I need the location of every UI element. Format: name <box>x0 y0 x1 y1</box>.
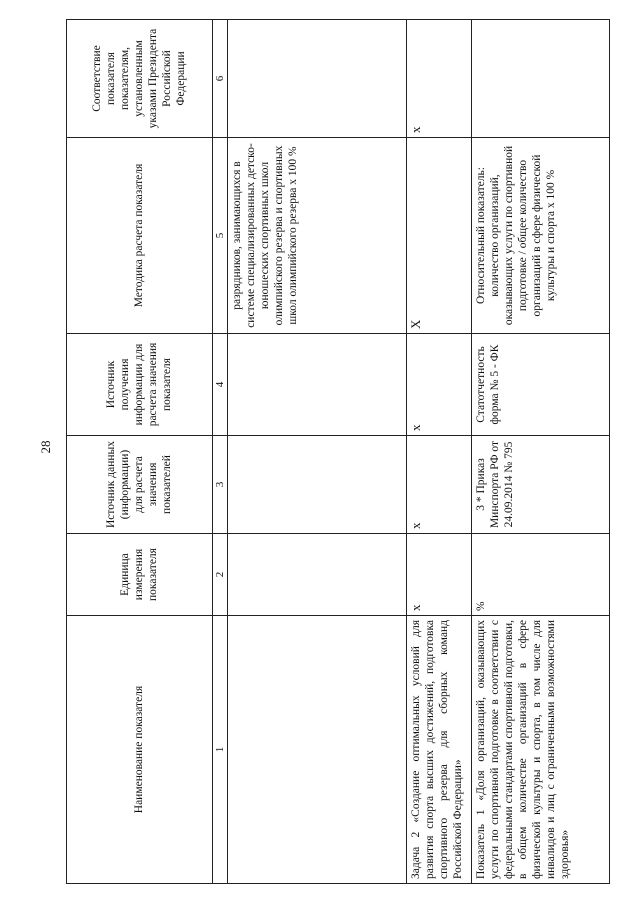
cell-empty <box>228 20 407 138</box>
table-row-indicator1 <box>472 20 610 884</box>
column-number: 3 <box>212 436 228 534</box>
column-number: 2 <box>212 534 228 616</box>
cell-task2-calc-method: Х <box>407 138 472 334</box>
cell-task2-data-source: х <box>407 436 472 534</box>
header-presidential-decree: Соответствие показателя показателям, установленным указами Президента Российской Федерации <box>67 20 213 138</box>
cell-indicator1-data-source: 3 * Приказ Минспорта РФ от 24.09.2014 № 795 <box>472 436 610 534</box>
cell-calc-method-continued: разрядников, занимающихся в системе специализированных детско-юношеских спортивных школ олимпийского резерва и спортивных школ олимпийского резерва х 100 % <box>228 138 407 334</box>
cell-task2-info-source: х <box>407 334 472 436</box>
header-info-source: Источник получения информации для расчета значения показателя <box>67 334 213 436</box>
page-number: 28 <box>38 440 53 454</box>
cell-indicator1-unit: % <box>472 534 610 616</box>
cell-indicator1-decree <box>472 20 610 138</box>
cell-indicator1-info-source: Статотчетность форма № 5 - ФК <box>472 334 610 436</box>
column-number: 1 <box>212 616 228 884</box>
cell-empty <box>228 534 407 616</box>
cell-indicator1-name: Показатель 1 «Доля организаций, оказывающих услуги по спортивной подготовке в соответствии с федеральными стандартами спортивной подготовки, в общем количестве организаций в сфере физической культуры и спорта, в том числе для инвалидов и лиц с ограниченными возможностями здоровья» <box>472 616 610 884</box>
header-calc-method: Методика расчета показателя <box>67 138 213 334</box>
cell-task2-name: Задача 2 «Создание оптимальных условий для развития спорта высших достижений, подготовка спортивного резерва для сборных команд Российской Федерации» <box>407 616 472 884</box>
table-row-task2 <box>407 20 472 884</box>
cell-empty <box>228 334 407 436</box>
column-number-row <box>212 20 228 884</box>
cell-task2-decree: х <box>407 20 472 138</box>
cell-task2-unit: х <box>407 534 472 616</box>
header-data-source: Источник данных (информации) для расчета значения показателей <box>67 436 213 534</box>
header-unit: Единица измерения показателя <box>67 534 213 616</box>
header-indicator-name: Наименование показателя <box>67 616 213 884</box>
cell-indicator1-calc-method: Относительный показатель: количество организаций, оказывающих услуги по спортивной подготовке / общее количество организаций в сфере физической культуры и спорта х 100 % <box>472 138 610 334</box>
column-number: 4 <box>212 334 228 436</box>
table-row-continuation <box>228 20 407 884</box>
column-number: 5 <box>212 138 228 334</box>
cell-empty <box>228 436 407 534</box>
rotated-table-sheet <box>66 20 610 884</box>
cell-empty <box>228 616 407 884</box>
column-number: 6 <box>212 20 228 138</box>
indicators-table <box>66 19 610 884</box>
table-header-row <box>67 20 213 884</box>
